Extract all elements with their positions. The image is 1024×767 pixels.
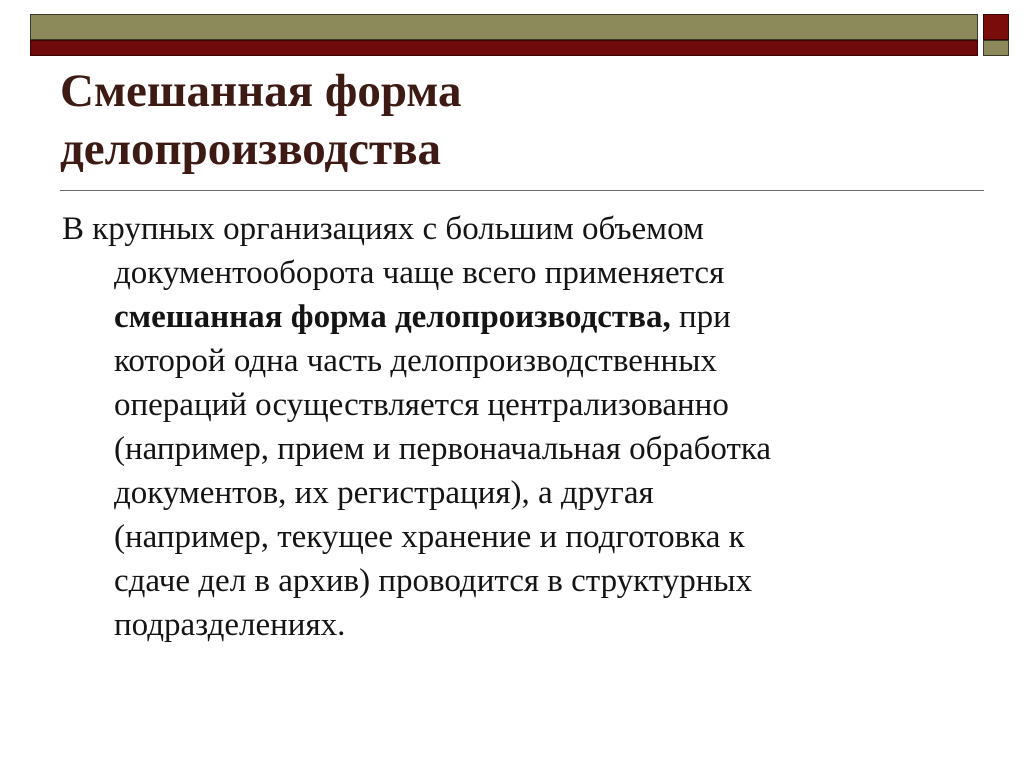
- slide-body: [62, 207, 962, 647]
- body-line-2: документооборота чаще всего применяется: [114, 255, 725, 291]
- body-line-8: (например, текущее хранение и подготовка к: [114, 519, 745, 555]
- body-line-5: операций осуществляется централизованно: [114, 387, 729, 423]
- body-line-10: подразделениях.: [114, 607, 346, 643]
- body-line-4: которой одна часть делопроизводственных: [114, 343, 717, 379]
- body-line-3: [62, 295, 962, 339]
- body-line-3-rest: при: [670, 299, 731, 335]
- slide-title-line-2: делопроизводства: [60, 123, 442, 175]
- decor-square-olive: [983, 40, 1009, 56]
- slide-title-line-1: Смешанная форма: [60, 65, 462, 117]
- body-line-1: В крупных организациях с большим объемом: [62, 211, 704, 247]
- body-line-9: сдаче дел в архив) проводится в структурных: [114, 563, 753, 599]
- body-emphasis: смешанная форма делопроизводства,: [114, 299, 671, 335]
- slide-title: [60, 62, 960, 178]
- decor-bar-olive: [30, 14, 978, 40]
- body-line-7: документов, их регистрация), а другая: [114, 475, 654, 511]
- title-divider: [60, 190, 984, 191]
- decor-bar-maroon: [30, 40, 978, 56]
- body-line-6: (например, прием и первоначальная обработка: [114, 431, 772, 467]
- decor-square-maroon: [983, 14, 1009, 40]
